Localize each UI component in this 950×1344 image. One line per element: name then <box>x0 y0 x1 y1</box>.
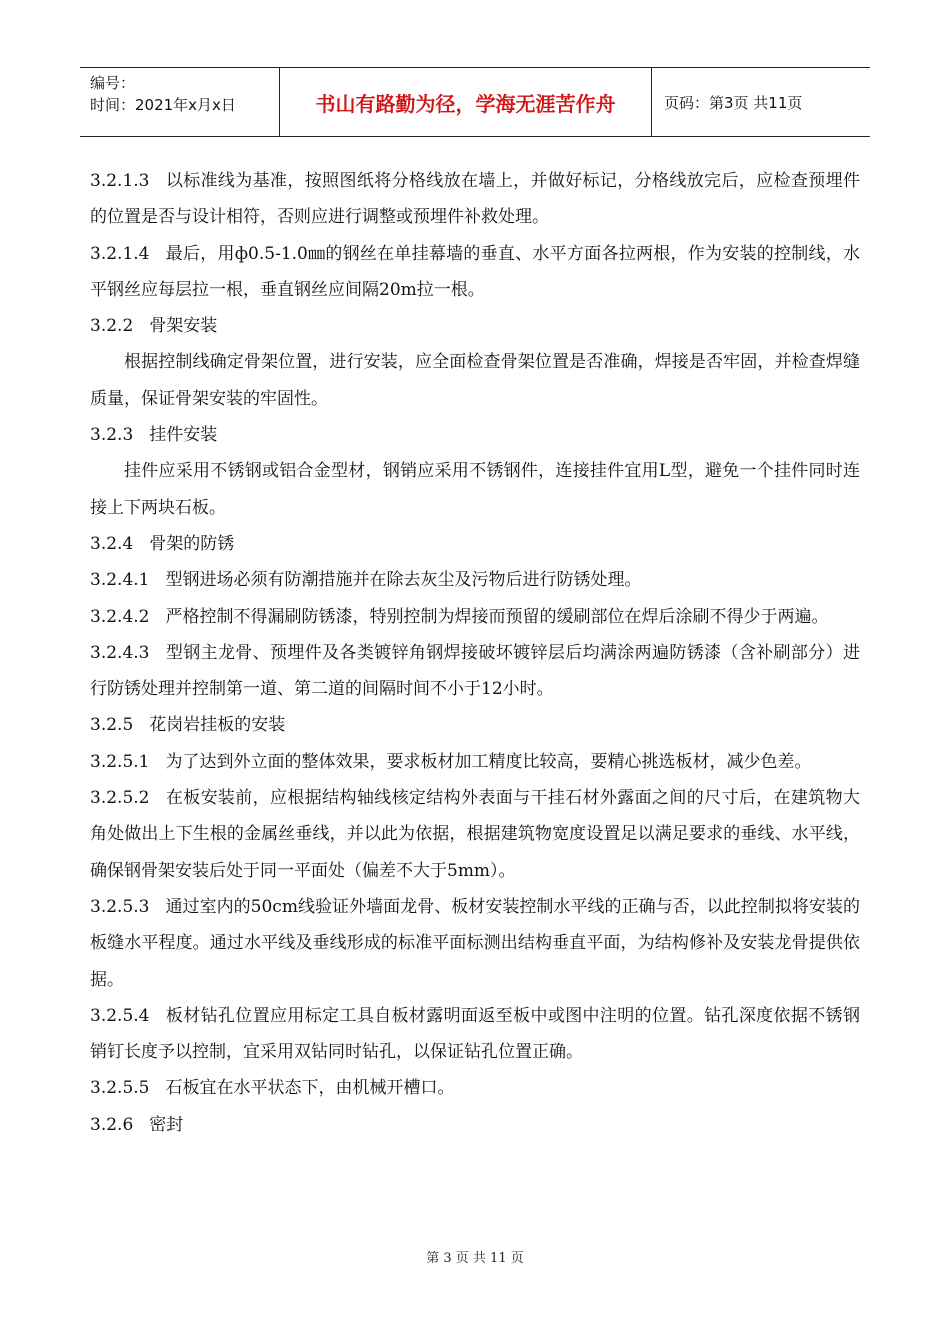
paragraph-text: 在板安装前，应根据结构轴线核定结构外表面与干挂石材外露面之间的尺寸后，在建筑物大角处做出上下生根的金属丝垂线，并以此为依据，根据建筑物宽度设置足以满足要求的垂线、水平线，确保钢骨架安装后处于同一平面处（偏差不大于5mm）。 <box>90 788 860 881</box>
page-footer: 第 3 页 共 11 页 <box>426 1251 524 1266</box>
section-number: 3.2.6 <box>90 1114 134 1135</box>
paragraph-text: 为了达到外立面的整体效果，要求板材加工精度比较高，要精心挑选板材，减少色差。 <box>165 751 812 772</box>
section-number: 3.2.5 <box>90 715 134 736</box>
paragraph-text: 石板宜在水平状态下，由机械开槽口。 <box>165 1078 455 1099</box>
serial-label: 编号： <box>90 74 136 92</box>
paragraph <box>90 1070 860 1106</box>
paragraph <box>90 344 860 417</box>
paragraph <box>90 308 860 344</box>
section-number: 3.2.4.2 <box>90 606 150 627</box>
paragraph-text: 板材钻孔位置应用标定工具自板材露明面返至板中或图中注明的位置。钻孔深度依据不锈钢销钉长度予以控制，宜采用双钻同时钻孔，以保证钻孔位置正确。 <box>90 1005 860 1063</box>
paragraph-text: 密封 <box>149 1114 184 1135</box>
section-number: 3.2.4 <box>90 533 134 554</box>
paragraph <box>90 1107 860 1143</box>
paragraph <box>90 707 860 743</box>
paragraph <box>90 889 860 998</box>
paragraph <box>90 562 860 598</box>
document-header <box>80 67 870 137</box>
paragraph <box>90 236 860 309</box>
section-number: 3.2.1.3 <box>90 171 150 191</box>
motto: 书山有路勤为径，学海无涯苦作舟 <box>280 68 652 136</box>
paragraph-text: 骨架的防锈 <box>149 533 235 554</box>
paragraph-text: 骨架安装 <box>149 316 218 337</box>
header-info-cell <box>80 68 280 136</box>
section-number: 3.2.4.3 <box>90 642 150 663</box>
paragraph <box>90 526 860 562</box>
paragraph-text: 以标准线为基准，按照图纸将分格线放在墙上，并做好标记，分格线放完后，应检查预埋件的位置是否与设计相符，否则应进行调整或预埋件补救处理。 <box>90 171 860 228</box>
paragraph <box>90 417 860 453</box>
section-number: 3.2.2 <box>90 316 134 337</box>
section-number: 3.2.5.1 <box>90 751 150 772</box>
paragraph <box>90 780 860 889</box>
page-info: 页码：第3页 共11页 <box>664 93 803 112</box>
section-number: 3.2.5.5 <box>90 1078 150 1099</box>
paragraph <box>90 599 860 635</box>
section-number: 3.2.5.4 <box>90 1005 150 1026</box>
paragraph-text: 最后，用ф0.5-1.0㎜的钢丝在单挂幕墙的垂直、水平方面各拉两根，作为安装的控制线，水平钢丝应每层拉一根，垂直钢丝应间隔20m拉一根。 <box>90 243 860 300</box>
paragraph-text: 挂件应采用不锈钢或铝合金型材，钢销应采用不锈钢件，连接挂件宜用L型，避免一个挂件同时连接上下两块石板。 <box>90 461 860 518</box>
section-number: 3.2.3 <box>90 425 134 446</box>
paragraph <box>90 635 860 708</box>
paragraph-text: 型钢进场必须有防潮措施并在除去灰尘及污物后进行防锈处理。 <box>165 570 642 591</box>
paragraph-text: 根据控制线确定骨架位置，进行安装，应全面检查骨架位置是否准确，焊接是否牢固，并检查焊缝质量，保证骨架安装的牢固性。 <box>90 352 860 409</box>
section-number: 3.2.5.3 <box>90 896 150 917</box>
paragraph <box>90 744 860 780</box>
paragraph-text: 花岗岩挂板的安装 <box>149 715 286 736</box>
document-body <box>90 163 860 1143</box>
date-line: 时间：2021年x月x日 <box>90 96 236 114</box>
paragraph <box>90 998 860 1071</box>
paragraph-text: 通过室内的50cm线验证外墙面龙骨、板材安装控制水平线的正确与否，以此控制拟将安装的板缝水平程度。通过水平线及垂线形成的标准平面标测出结构垂直平面，为结构修补及安装龙骨提供依据。 <box>90 896 860 990</box>
section-number: 3.2.4.1 <box>90 570 150 591</box>
paragraph-text: 型钢主龙骨、预埋件及各类镀锌角钢焊接破坏镀锌层后均满涂两遍防锈漆（含补刷部分）进行防锈处理并控制第一道、第二道的间隔时间不小于12小时。 <box>90 642 860 700</box>
paragraph-text: 挂件安装 <box>149 425 218 446</box>
paragraph <box>90 453 860 526</box>
paragraph <box>90 163 860 236</box>
section-number: 3.2.5.2 <box>90 788 150 809</box>
section-number: 3.2.1.4 <box>90 243 150 264</box>
paragraph-text: 严格控制不得漏刷防锈漆，特别控制为焊接而预留的缓刷部位在焊后涂刷不得少于两遍。 <box>165 606 829 627</box>
